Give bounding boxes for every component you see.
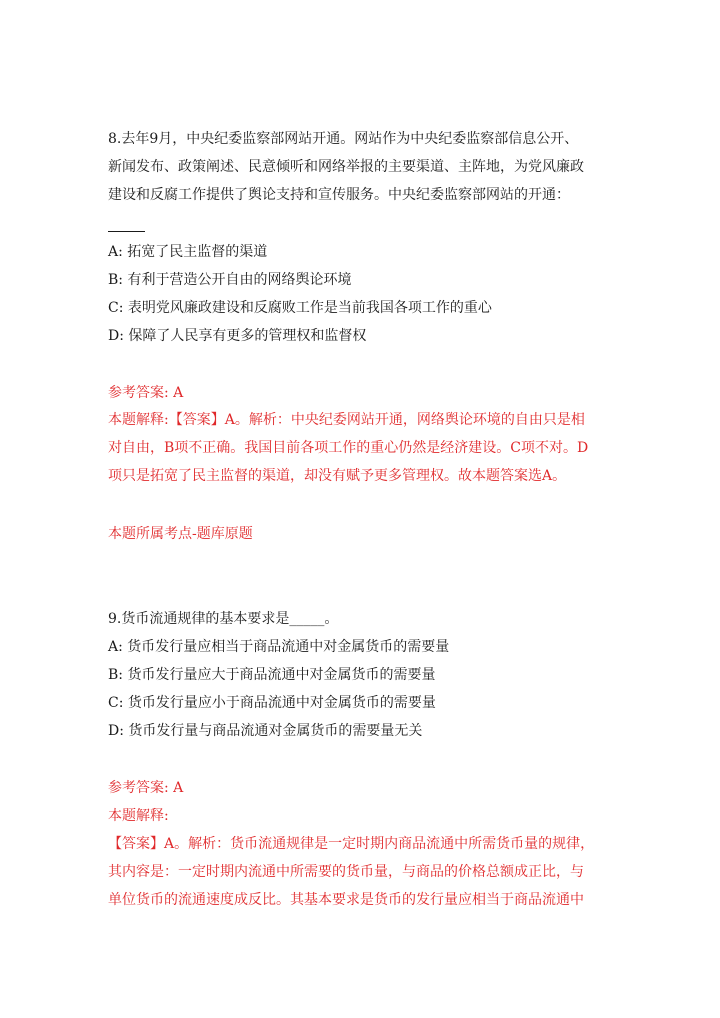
question-8-explanation-line-1: 本题解释:【答案】A。解析：中央纪委网站开通，网络舆论环境的自由只是相 [108,412,585,428]
question-9-explanation-line-3: 单位货币的流通速度成反比。其基本要求是货币的发行量应相当于商品流通中 [108,892,584,908]
question-8-answer: 参考答案: A [108,385,184,401]
question-8-option-a: A: 拓宽了民主监督的渠道 [108,244,268,260]
question-8-option-c: C: 表明党风廉政建设和反腐败工作是当前我国各项工作的重心 [108,300,492,316]
question-9-option-d: D: 货币发行量与商品流通对金属货币的需要量无关 [108,723,423,739]
question-9-explanation-label: 本题解释: [108,808,169,824]
question-9-explanation-line-1: 【答案】A。解析：货币流通规律是一定时期内商品流通中所需货币量的规律， [108,836,595,852]
question-8-stem-line-1: 8.去年9月，中央纪委监察部网站开通。网站作为中央纪委监察部信息公开、 [108,131,579,147]
question-9-option-b: B: 货币发行量应大于商品流通中对金属货币的需要量 [108,667,436,683]
question-8-option-d: D: 保障了人民享有更多的管理权和监督权 [108,328,367,344]
question-9-explanation-line-2: 其内容是：一定时期内流通中所需要的货币量，与商品的价格总额成正比，与 [108,864,584,880]
question-8-stem-line-3: 建设和反腐工作提供了舆论支持和宣传服务。中央纪委监察部网站的开通： [108,187,570,203]
question-9-answer: 参考答案: A [108,780,184,796]
question-8-explanation-line-3: 项只是拓宽了民主监督的渠道，却没有赋予更多管理权。故本题答案选A。 [108,468,567,484]
question-9-stem: 9.货币流通规律的基本要求是_____。 [108,611,339,627]
question-8-explanation-line-2: 对自由，B项不正确。我国目前各项工作的重心仍然是经济建设。C项不对。D [108,440,589,456]
question-9-option-c: C: 货币发行量应小于商品流通中对金属货币的需要量 [108,695,436,711]
question-8-option-b: B: 有利于营造公开自由的网络舆论环境 [108,272,352,288]
question-9-option-a: A: 货币发行量应相当于商品流通中对金属货币的需要量 [108,639,450,655]
answer-blank-line [108,231,145,232]
question-8-stem-line-2: 新闻发布、政策阐述、民意倾听和网络举报的主要渠道、主阵地，为党风廉政 [108,159,584,175]
question-8-category: 本题所属考点-题库原题 [108,526,253,542]
